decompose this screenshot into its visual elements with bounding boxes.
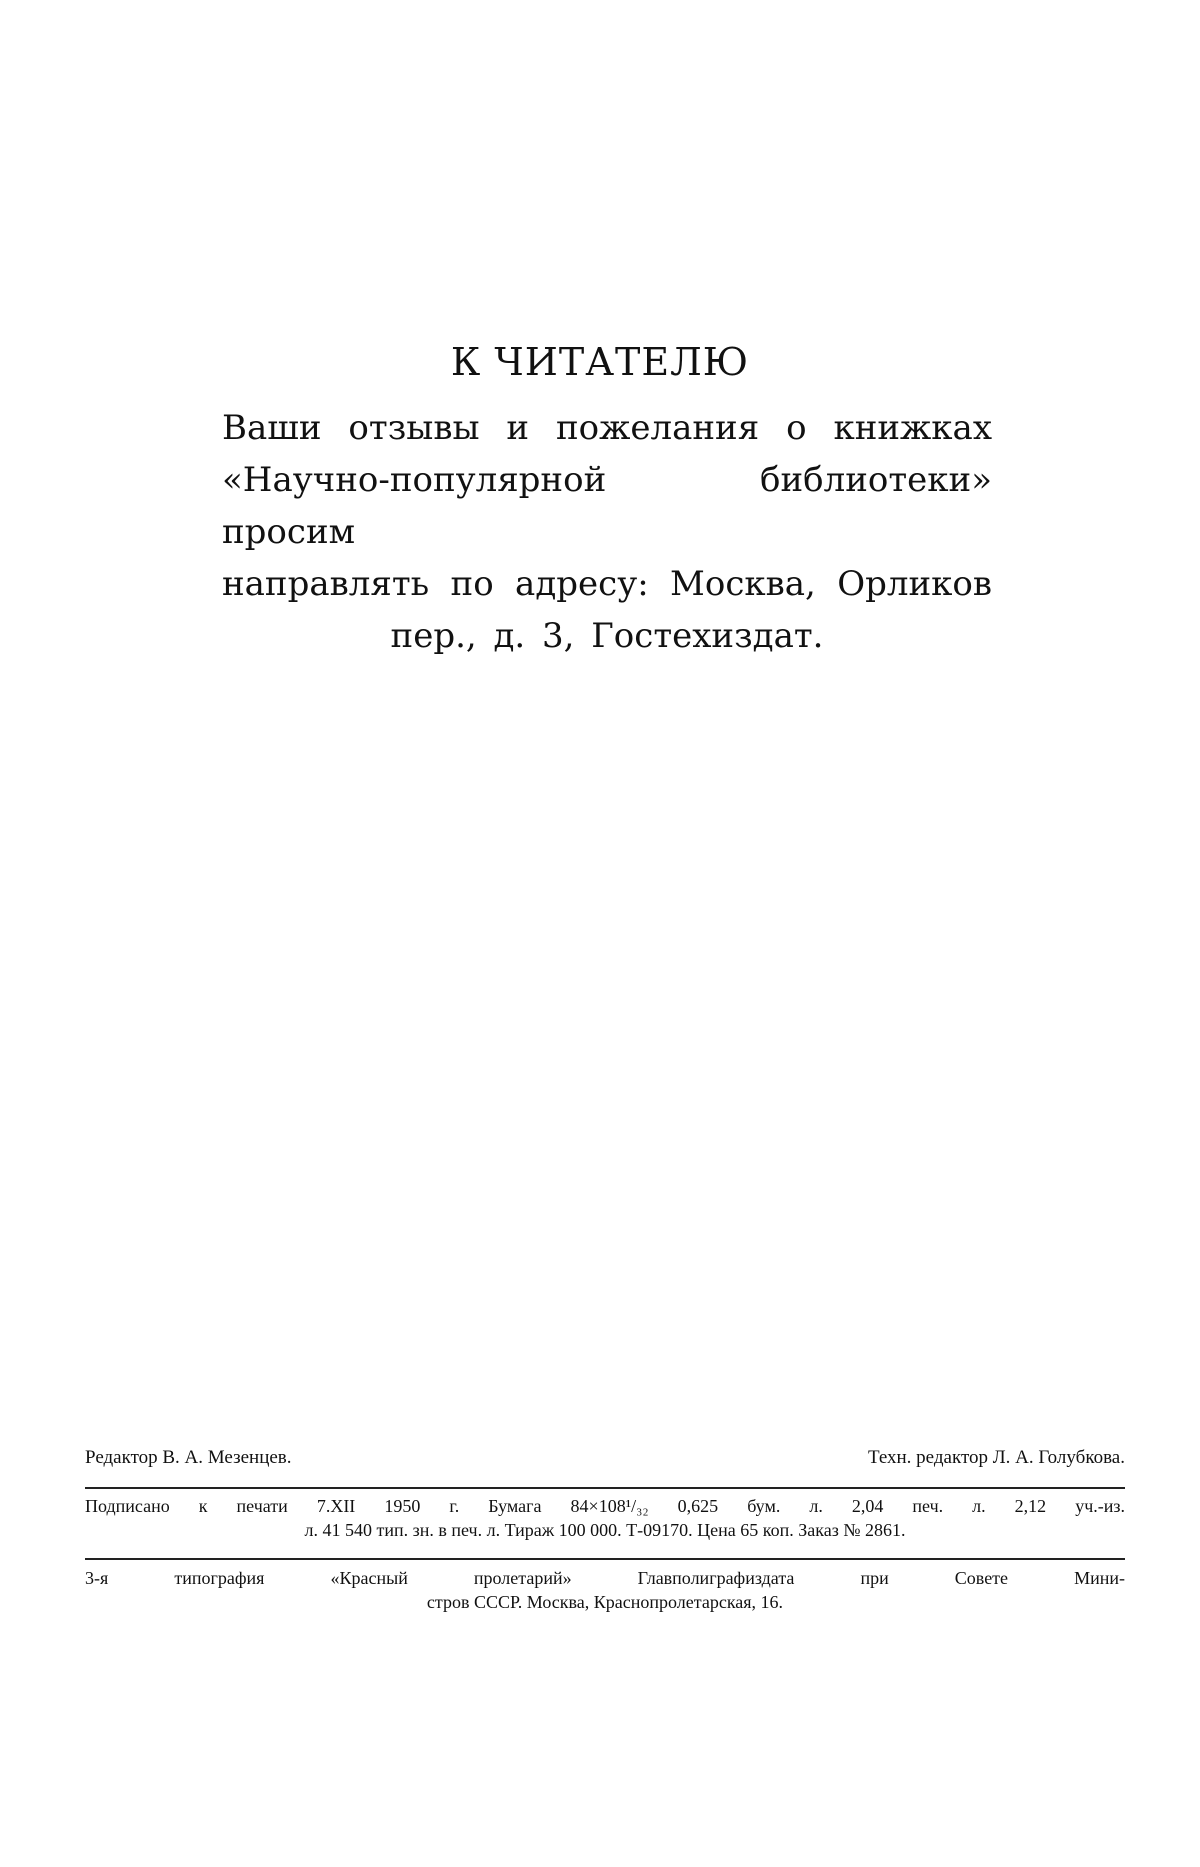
- print-info-line: Подписано к печати 7.XII 1950 г. Бумага 84×108¹/₃₂ 0,625 бум. л. 2,04 печ. л. 2,12 уч.-из.: [85, 1496, 1125, 1516]
- print-info: [85, 1494, 1125, 1542]
- printer-info-line: 3-я типография «Красный пролетарий» Главполиграфиздата при Совете Мини-: [85, 1568, 1125, 1588]
- reader-notice-text: [222, 402, 992, 662]
- reader-notice-line: пер., д. 3, Гостехиздат.: [390, 616, 824, 656]
- reader-notice-title: К ЧИТАТЕЛЮ: [450, 340, 750, 384]
- printer-info-line: стров СССР. Москва, Краснопролетарская, 16.: [426, 1592, 784, 1612]
- printer-info: [85, 1566, 1125, 1614]
- imprint-divider: [85, 1558, 1125, 1560]
- print-info-line: л. 41 540 тип. зн. в печ. л. Тираж 100 000. Т-09170. Цена 65 коп. Заказ № 2861.: [304, 1520, 906, 1540]
- reader-notice-line: Ваши отзывы и пожелания о книжках: [222, 408, 992, 448]
- editors-line: [85, 1447, 1125, 1477]
- tech-editor-credit: Техн. редактор Л. А. Голубкова.: [867, 1447, 1125, 1468]
- reader-notice-line: «Научно-популярной библиотеки» просим: [222, 460, 992, 552]
- reader-notice-line: направлять по адресу: Москва, Орликов: [222, 564, 992, 604]
- imprint-divider: [85, 1487, 1125, 1489]
- editor-credit: Редактор В. А. Мезенцев.: [85, 1447, 292, 1468]
